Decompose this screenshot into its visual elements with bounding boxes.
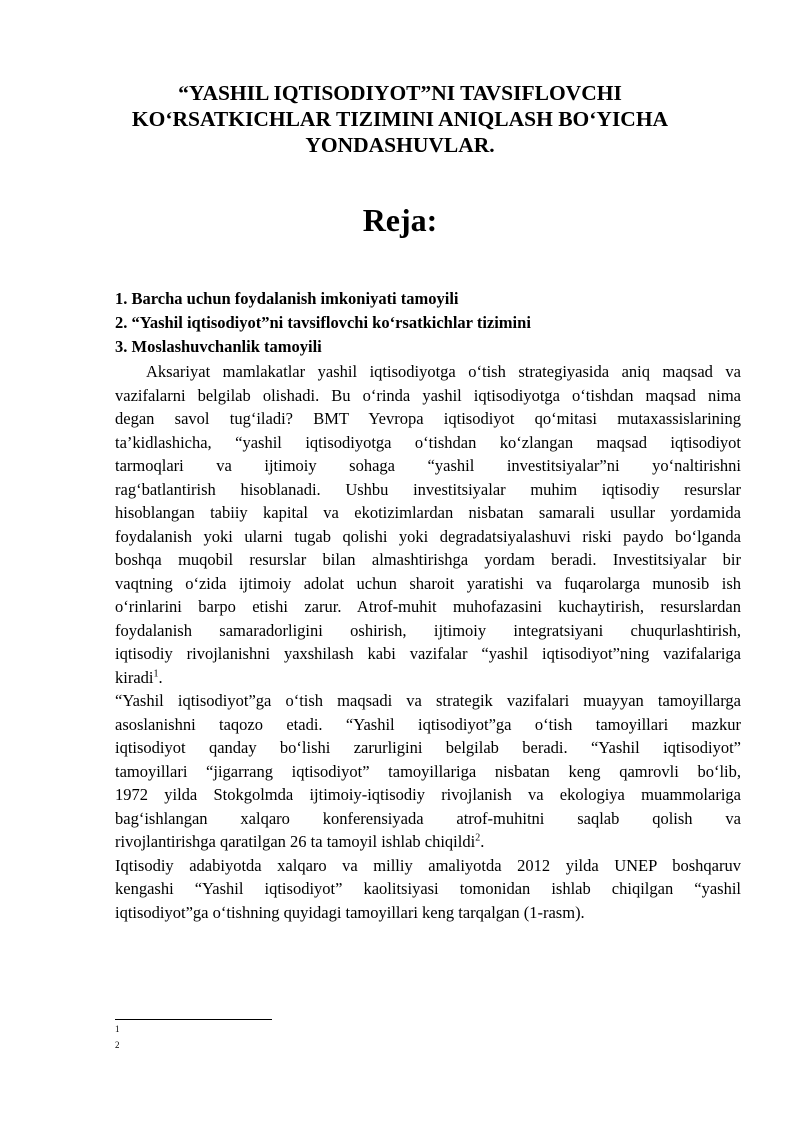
text-line: Iqtisodiy adabiyotda xalqaro va milliy amaliyotda 2012 yilda UNEP boshqaruv [115, 855, 741, 875]
text-line: asoslanishni taqozo etadi. “Yashil iqtisodiyot”ga o‘tish tamoyillari mazkur [115, 714, 741, 734]
plan-heading: Reja: [362, 202, 438, 238]
text-line [115, 666, 741, 690]
text-line: tarmoqlari va ijtimoiy sohaga “yashil investitsiyalar”ni yo‘naltirishni [115, 456, 741, 475]
plan-item-2: 2. “Yashil iqtisodiyot”ni tavsiflovchi ko‘rsatkichlar tizimini [115, 313, 531, 332]
text-line: 1972 yilda Stokgolmda ijtimoiy-iqtisodiy rivojlanish va ekologiya muammolariga [115, 785, 741, 804]
text-fragment: . [158, 667, 163, 687]
paragraph-2 [115, 689, 741, 854]
text-line: tamoyillari “jigarrang iqtisodiyot” tamoyillariga nisbatan keng qamrovli bo‘lib, [115, 761, 741, 781]
paragraph-1 [115, 360, 741, 689]
text-fragment: rivojlantirishga qaratilgan 26 ta tamoyil ishlab chiqildi [115, 832, 476, 851]
footnote-separator [115, 1019, 272, 1020]
text-line: bag‘ishlangan xalqaro konferensiyada atrof-muhitni saqlab qolish va [115, 808, 741, 828]
text-line: iqtisodiyot”ga o‘tishning quyidagi tamoyillari keng tarqalgan (1-rasm). [115, 902, 585, 922]
paragraph-3 [115, 854, 741, 925]
plan-item-3: 3. Moslashuvchanlik tamoyili [115, 337, 322, 356]
footnote-2: 2 [115, 1040, 120, 1050]
text-line: “Yashil iqtisodiyot”ga o‘tish maqsadi va strategik vazifalari muayyan tamoyillarga [115, 691, 741, 710]
text-line: iqtisodiy rivojlanishni yaxshilash kabi vazifalar “yashil iqtisodiyot”ning vazifalariga [115, 644, 741, 663]
text-line: kengashi “Yashil iqtisodiyot” kaolitsiyasi tomonidan ishlab chiqilgan “yashil [115, 879, 741, 898]
plan-item-1: 1. Barcha uchun foydalanish imkoniyati tamoyili [115, 289, 459, 308]
text-line: foydalanish samaradorligini oshirish, ijtimoiy integratsiyani chuqurlashtirish, [115, 620, 741, 640]
plan-list [115, 287, 745, 359]
text-fragment: kiradi [115, 667, 154, 687]
text-line: foydalanish yoki ularni tugab qolishi yoki degradatsiyalashuvi riski paydo bo‘lganda [115, 526, 741, 546]
footnote-ref-2[interactable]: 2 [475, 832, 481, 844]
title-line-3: YONDASHUVLAR. [305, 133, 495, 157]
text-line: Aksariyat mamlakatlar yashil iqtisodiyotga o‘tish strategiyasida aniq maqsad va [146, 362, 741, 381]
text-line: ta’kidlashicha, “yashil iqtisodiyotga o‘tishdan ko‘zlangan maqsad iqtisodiyot [115, 432, 741, 452]
text-line: boshqa muqobil resurslar bilan almashtirishga yordam beradi. Investitsiyalar bir [115, 550, 741, 569]
title-line-1: “YASHIL IQTISODIYOT”NI TAVSIFLOVCHI [178, 81, 622, 105]
footnote-1: 1 [115, 1024, 120, 1034]
document-body [115, 360, 741, 924]
text-line: o‘rinlarini barpo etishi zarur. Atrof-muhit muhofazasini kuchaytirish, resurslardan [115, 597, 741, 616]
text-line: iqtisodiyot qanday bo‘lishi zarurligini belgilab beradi. “Yashil iqtisodiyot” [115, 738, 741, 757]
footnote-ref-1[interactable]: 1 [153, 668, 159, 679]
text-line: vaqtning o‘zida ijtimoiy adolat uchun sharoit yaratishi va fuqarolarga munosib ish [115, 573, 741, 593]
text-line: degan savol tug‘iladi? BMT Yevropa iqtisodiyot qo‘mitasi mutaxassislarining [115, 409, 741, 428]
text-line: rag‘batlantirish hisoblanadi. Ushbu investitsiyalar muhim iqtisodiy resurslar [115, 479, 741, 499]
text-line: hisoblangan tabiiy kapital va ekotizimlardan nisbatan samarali usullar yordamida [115, 503, 741, 522]
text-line [115, 830, 741, 854]
text-fragment: . [480, 832, 485, 851]
document-title [100, 80, 700, 158]
text-line: vazifalarni belgilab olishadi. Bu o‘rinda yashil iqtisodiyotga o‘tishdan maqsad nima [115, 385, 741, 405]
title-line-2: KO‘RSATKICHLAR TIZIMINI ANIQLASH BO‘YICHA [131, 107, 669, 131]
